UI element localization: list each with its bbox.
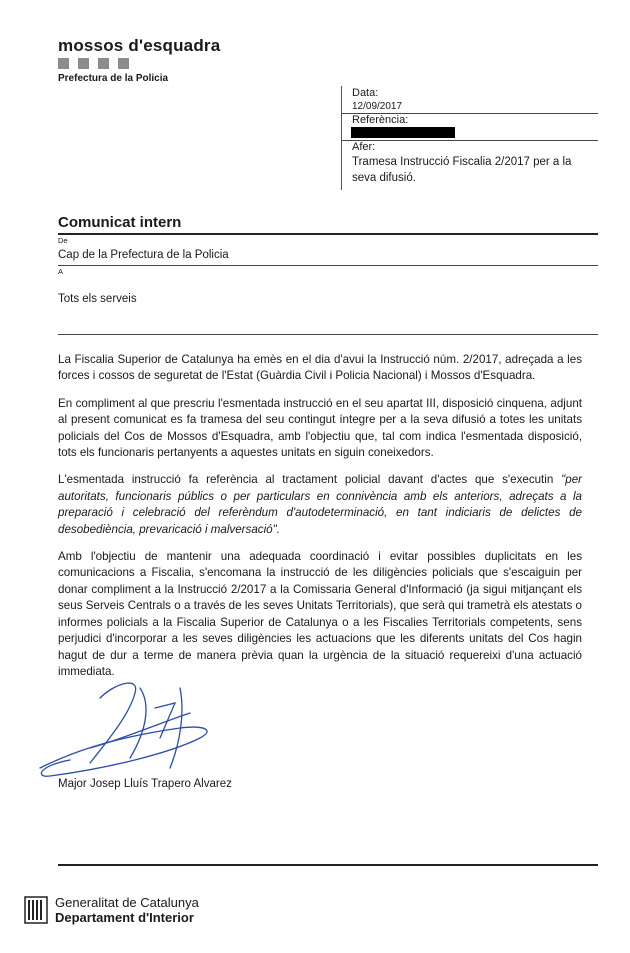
signature-scribble bbox=[30, 668, 230, 783]
unit-name: Prefectura de la Policia bbox=[58, 73, 169, 84]
title-rule bbox=[58, 233, 598, 235]
logo-square bbox=[78, 58, 89, 69]
signatory-name: Major Josep Lluís Trapero Alvarez bbox=[58, 778, 232, 790]
logo-square bbox=[58, 58, 69, 69]
reference-label: Referència: bbox=[352, 114, 409, 126]
to-value: Tots els serveis bbox=[58, 293, 137, 305]
footer-rule bbox=[58, 864, 598, 866]
logo-square bbox=[118, 58, 129, 69]
paragraph-intro: L'esmentada instrucció fa referència al tractament policial davant d'actes que s'executin bbox=[58, 473, 562, 487]
to-label: A bbox=[58, 267, 64, 276]
divider bbox=[342, 140, 598, 141]
from-value: Cap de la Prefectura de la Policia bbox=[58, 249, 229, 261]
paragraph: La Fiscalia Superior de Catalunya ha emès en el dia d'avui la Instrucció núm. 2/2017, adreçada a les forces i cossos de seguretat de l'Estat (Guàrdia Civil i Policia Nacional) i Mossos d'Esquadra. bbox=[58, 353, 582, 383]
divider bbox=[58, 265, 598, 266]
subject-label: Afer: bbox=[352, 141, 376, 153]
paragraph: Amb l'objectiu de mantenir una adequada coordinació i evitar possibles duplicitats en les comunicacions a Fiscalia, s'encomana la instrucció de les diligències policials que s'escaiguin per donar compliment a la Instrucció 2/2017 a la Comissaria General d'Informació (ja sigui mitjançant els seus Serveis Centrals o a través de les seves Unitats Territorials), que serà qui trametrà els atestats o informes policials a la Fiscalia Superior de Catalunya o a les Fiscalies Territorials competents, sens perjudici d'incorporar a les seves diligències les actuacions que les diferents unitats del Cos hagin hagut de dur a terme de manera prèvia quan la urgència de la situació requereixi d'una actuació immediata. bbox=[58, 550, 582, 678]
date-value: 12/09/2017 bbox=[352, 101, 403, 112]
redacted-reference bbox=[351, 127, 455, 138]
date-label: Data: bbox=[352, 87, 379, 99]
meta-box bbox=[341, 86, 598, 190]
footer-line2: Departament d'Interior bbox=[55, 910, 194, 925]
generalitat-emblem-icon bbox=[24, 896, 48, 924]
footer-line1: Generalitat de Catalunya bbox=[55, 895, 199, 910]
paragraph: En compliment al que prescriu l'esmentada instrucció en el seu apartat III, disposició cinquena, adjunt al present comunicat es fa tramesa del seu contingut íntegre per a la seva difusió a totes les unitats policials del Cos de Mossos d'Esquadra, amb l'objectiu que, tal com indica l'esmentada disposició, tots els funcionaris pertanyents a aquestes unitats en siguin coneixedors. bbox=[58, 396, 582, 460]
org-logo-text: mossos d'esquadra bbox=[58, 36, 221, 55]
org-logo-squares bbox=[58, 58, 129, 69]
from-label: De bbox=[58, 236, 68, 245]
quoted-text: "per autoritats, funcionaris públics o per particulars en connivència amb els anteriors, adreçats a la preparació i celebració del referèndum d'autodeterminació, en tant indiciaris de delictes de desobediència, prevaricació i malversació". bbox=[58, 473, 582, 536]
subject-text: Tramesa Instrucció Fiscalia 2/2017 per a la seva difusió. bbox=[352, 156, 572, 184]
divider bbox=[58, 334, 598, 335]
paragraph bbox=[58, 472, 582, 538]
logo-square bbox=[98, 58, 109, 69]
memo-body-content bbox=[58, 352, 582, 691]
memo-title: Comunicat intern bbox=[58, 214, 182, 231]
